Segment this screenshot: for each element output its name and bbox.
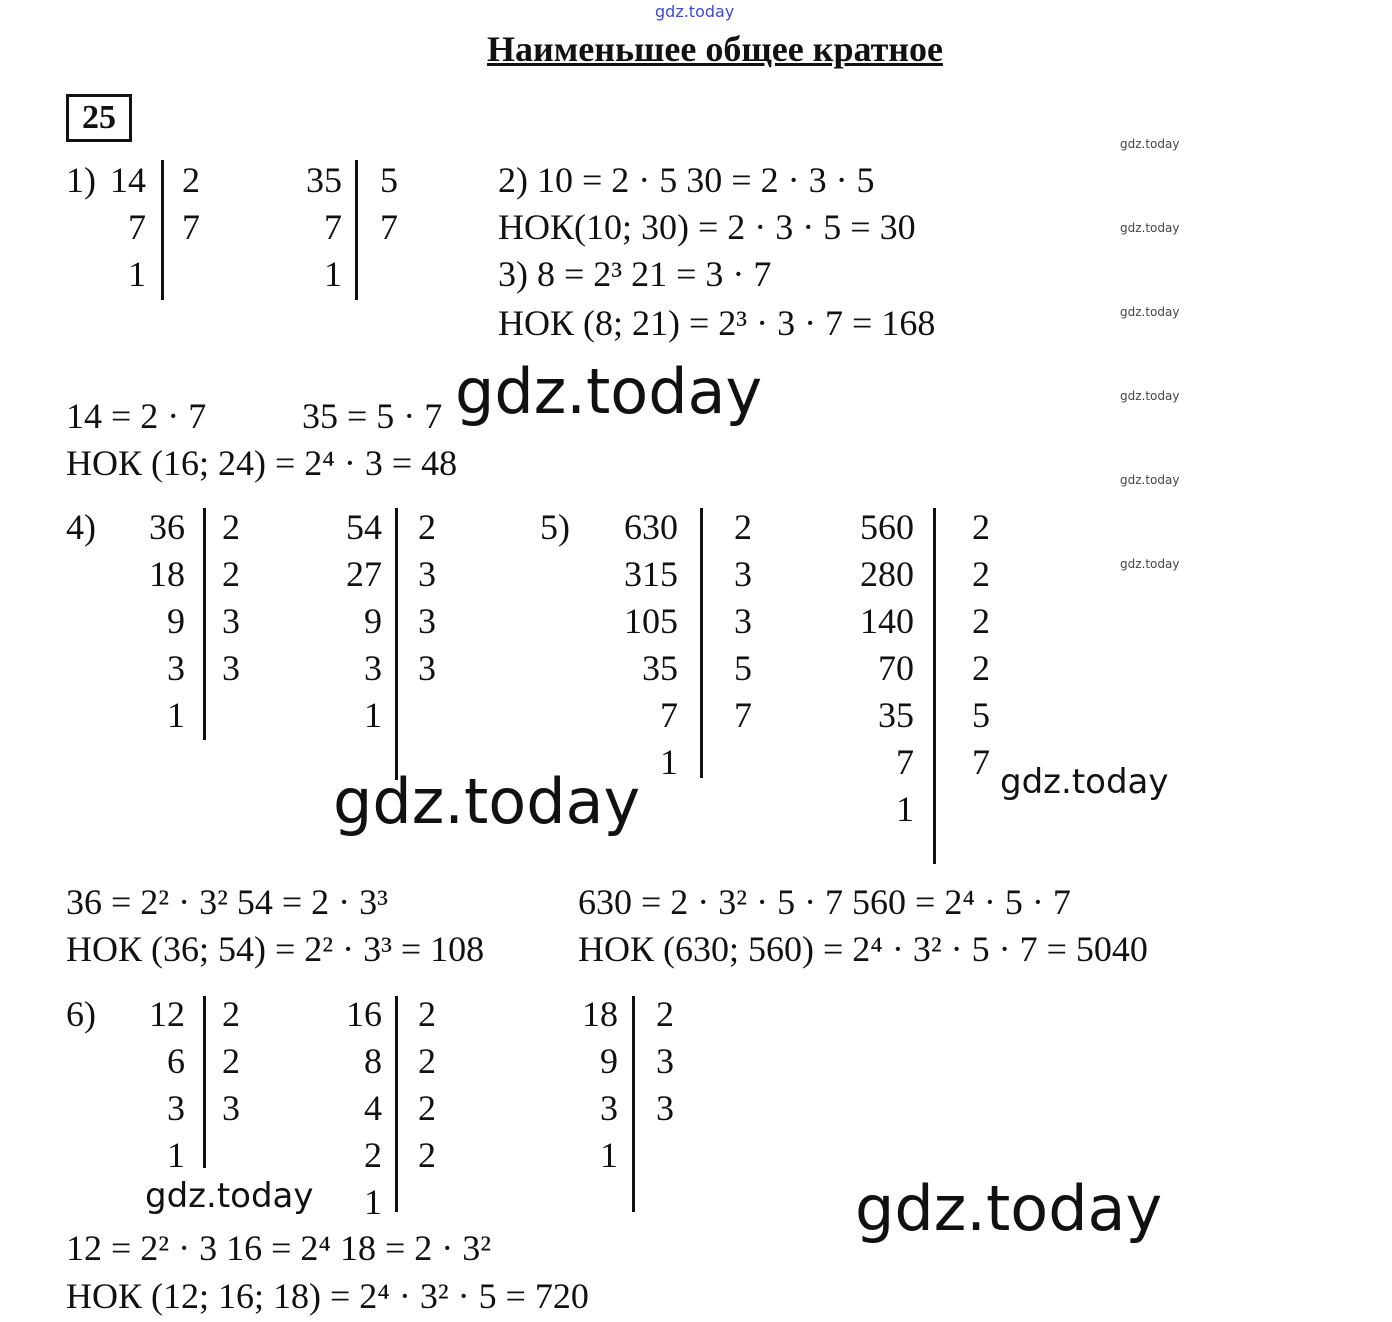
p5-label: 5) (540, 507, 570, 547)
divisor: 5 (734, 648, 752, 688)
p6-c-divider (632, 996, 635, 1212)
watermark: gdz.today (333, 765, 641, 838)
p1-nok: НОК (16; 24) = 2⁴ · 3 = 48 (66, 443, 458, 483)
dividend: 315 (624, 554, 678, 594)
divisor: 3 (222, 648, 240, 688)
page-title: Наименьшее общее кратное (487, 29, 943, 69)
dividend: 630 (624, 507, 678, 547)
dividend: 2 (364, 1135, 382, 1175)
divisor: 3 (734, 554, 752, 594)
p6-c-divisors (656, 991, 674, 1132)
dividend: 12 (149, 994, 185, 1034)
small-watermark: gdz.today (1120, 389, 1180, 403)
divisor: 2 (734, 507, 752, 547)
dividend: 1 (364, 1182, 382, 1222)
divisor: 2 (418, 507, 436, 547)
dividend: 1 (167, 1135, 185, 1175)
divisor: 5 (380, 160, 398, 200)
divisor: 2 (182, 160, 200, 200)
p5-nok: НОК (630; 560) = 2⁴ · 3² · 5 · 7 = 5040 (578, 929, 1148, 969)
divisor: 7 (380, 207, 398, 247)
dividend: 105 (624, 601, 678, 641)
divisor: 2 (418, 1135, 436, 1175)
dividend: 14 (110, 160, 146, 200)
small-watermark: gdz.today (1120, 557, 1180, 571)
divisor: 2 (972, 554, 990, 594)
divisor: 7 (972, 742, 990, 782)
p2-line1: 2) 10 = 2 · 5 30 = 2 · 3 · 5 (498, 160, 875, 200)
p1-eq-a: 14 = 2 · 7 (66, 396, 207, 436)
divisor: 3 (418, 648, 436, 688)
p4-b-dividends (320, 504, 382, 739)
p1-label: 1) (66, 160, 96, 200)
p1-a-divisors (182, 157, 200, 251)
p5-eq: 630 = 2 · 3² · 5 · 7 560 = 2⁴ · 5 · 7 (578, 882, 1071, 922)
p4-a-dividends (130, 504, 185, 739)
p5-b-dividends (836, 504, 914, 833)
p5-a-divider (700, 508, 703, 778)
dividend: 7 (128, 207, 146, 247)
divisor: 3 (656, 1088, 674, 1128)
dividend: 3 (600, 1088, 618, 1128)
dividend: 1 (324, 254, 342, 294)
p3-line2: НОК (8; 21) = 2³ · 3 · 7 = 168 (498, 303, 936, 343)
dividend: 1 (600, 1135, 618, 1175)
divisor: 3 (222, 601, 240, 641)
p4-label: 4) (66, 507, 96, 547)
dividend: 560 (860, 507, 914, 547)
divisor: 3 (222, 1088, 240, 1128)
dividend: 9 (600, 1041, 618, 1081)
dividend: 1 (167, 695, 185, 735)
divisor: 7 (734, 695, 752, 735)
dividend: 70 (878, 648, 914, 688)
dividend: 18 (582, 994, 618, 1034)
dividend: 280 (860, 554, 914, 594)
dividend: 1 (128, 254, 146, 294)
dividend: 35 (878, 695, 914, 735)
p5-a-dividends (600, 504, 678, 786)
dividend: 9 (167, 601, 185, 641)
divisor: 7 (182, 207, 200, 247)
divisor: 2 (656, 994, 674, 1034)
divisor: 2 (972, 601, 990, 641)
p4-a-divider (203, 508, 206, 740)
p4-a-divisors (222, 504, 240, 692)
p5-b-divisors (972, 504, 990, 786)
watermark: gdz.today (455, 355, 763, 428)
p1-eq-b: 35 = 5 · 7 (302, 396, 443, 436)
dividend: 7 (896, 742, 914, 782)
p6-a-divider (203, 996, 206, 1168)
p4-eq: 36 = 2² · 3² 54 = 2 · 3³ (66, 882, 388, 922)
p1-a-divider (161, 160, 164, 300)
dividend: 3 (364, 648, 382, 688)
dividend: 3 (167, 1088, 185, 1128)
divisor: 2 (222, 554, 240, 594)
task-number: 25 (66, 94, 132, 142)
p4-nok: НОК (36; 54) = 2² · 3³ = 108 (66, 929, 485, 969)
p6-label: 6) (66, 994, 96, 1034)
watermark: gdz.today (1000, 762, 1169, 802)
divisor: 3 (656, 1041, 674, 1081)
dividend: 1 (660, 742, 678, 782)
p2-line2: НОК(10; 30) = 2 · 3 · 5 = 30 (498, 207, 916, 247)
divisor: 2 (222, 507, 240, 547)
dividend: 7 (324, 207, 342, 247)
p1-b-dividends (290, 157, 342, 298)
p6-eq: 12 = 2² · 3 16 = 2⁴ 18 = 2 · 3² (66, 1228, 492, 1268)
divisor: 2 (972, 648, 990, 688)
divisor: 2 (222, 994, 240, 1034)
p6-a-divisors (222, 991, 240, 1132)
dividend: 8 (364, 1041, 382, 1081)
p1-b-divisors (380, 157, 398, 251)
divisor: 3 (418, 554, 436, 594)
watermark: gdz.today (145, 1176, 314, 1216)
dividend: 1 (364, 695, 382, 735)
dividend: 36 (149, 507, 185, 547)
small-watermark: gdz.today (1120, 473, 1180, 487)
divisor: 2 (972, 507, 990, 547)
dividend: 4 (364, 1088, 382, 1128)
dividend: 54 (346, 507, 382, 547)
divisor: 3 (418, 601, 436, 641)
dividend: 1 (896, 789, 914, 829)
p5-a-divisors (734, 504, 752, 739)
p6-nok: НОК (12; 16; 18) = 2⁴ · 3² · 5 = 720 (66, 1276, 589, 1316)
dividend: 16 (346, 994, 382, 1034)
watermark: gdz.today (855, 1172, 1163, 1245)
p6-a-dividends (130, 991, 185, 1179)
small-watermark: gdz.today (1120, 305, 1180, 319)
divisor: 2 (418, 1041, 436, 1081)
p3-line1: 3) 8 = 2³ 21 = 3 · 7 (498, 254, 772, 294)
p6-b-divider (395, 996, 398, 1212)
p5-b-divider (933, 508, 936, 864)
p6-b-divisors (418, 991, 436, 1179)
divisor: 5 (972, 695, 990, 735)
divisor: 3 (734, 601, 752, 641)
p1-a-dividends (96, 157, 146, 298)
small-watermark: gdz.today (1120, 137, 1180, 151)
dividend: 9 (364, 601, 382, 641)
dividend: 18 (149, 554, 185, 594)
dividend: 35 (306, 160, 342, 200)
dividend: 7 (660, 695, 678, 735)
p4-b-divider (395, 508, 398, 780)
dividend: 27 (346, 554, 382, 594)
dividend: 140 (860, 601, 914, 641)
watermark-top: gdz.today (655, 2, 735, 21)
p1-b-divider (355, 160, 358, 300)
p4-b-divisors (418, 504, 436, 692)
p6-c-dividends (560, 991, 618, 1179)
dividend: 35 (642, 648, 678, 688)
divisor: 2 (222, 1041, 240, 1081)
divisor: 2 (418, 1088, 436, 1128)
dividend: 6 (167, 1041, 185, 1081)
p6-b-dividends (320, 991, 382, 1226)
divisor: 2 (418, 994, 436, 1034)
dividend: 3 (167, 648, 185, 688)
small-watermark: gdz.today (1120, 221, 1180, 235)
